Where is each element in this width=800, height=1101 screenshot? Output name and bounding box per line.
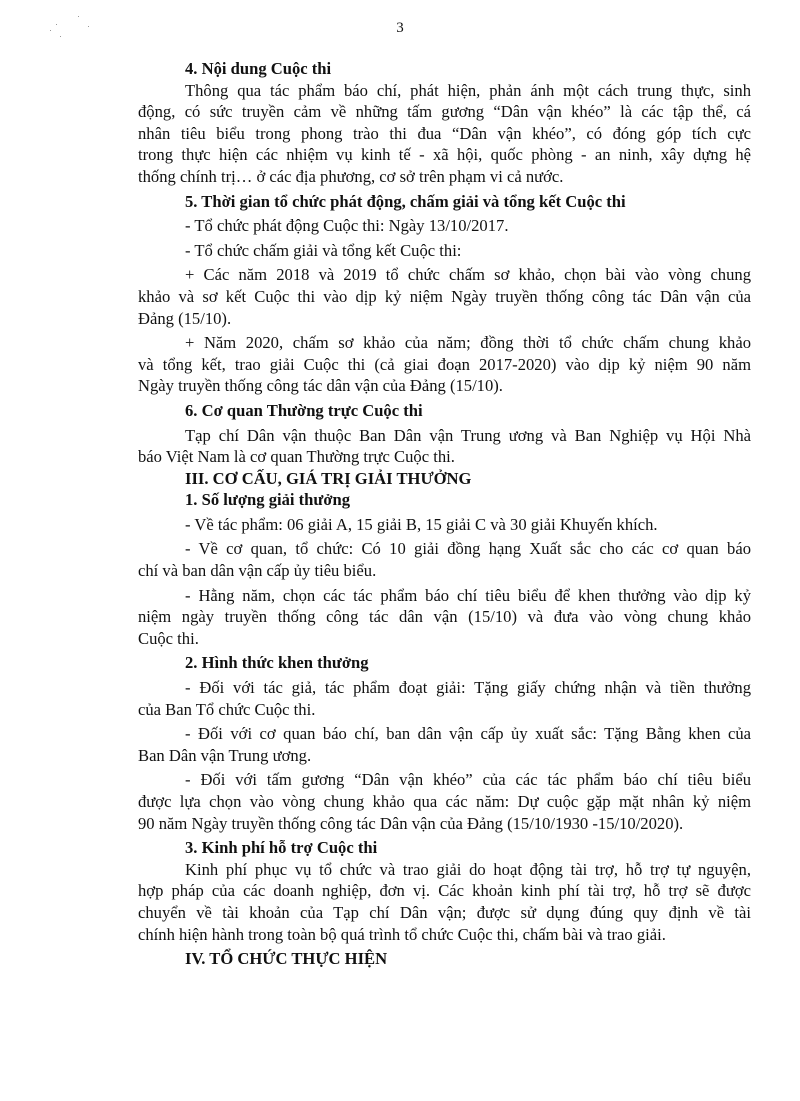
section-heading-thoi-gian: 5. Thời gian tổ chức phát động, chấm giải và tổng kết Cuộc thi: [185, 191, 626, 211]
paragraph-line: hợp pháp của các doanh nghiệp, đơn vị. Các khoản kinh phí tài trợ, hỗ trợ sẽ được: [138, 881, 751, 901]
paragraph-line: Ban Dân vận Trung ương.: [138, 745, 312, 765]
paragraph-line: khảo và sơ kết Cuộc thi vào dịp kỷ niệm Ngày truyền thống công tác Dân vận của: [138, 286, 751, 306]
paragraph-line: chuyển về tài khoản của Tạp chí Dân vận; được sử dụng đúng quy định về tài: [138, 902, 751, 922]
section-heading-noi-dung: 4. Nội dung Cuộc thi: [185, 59, 332, 78]
paragraph-line: - Tổ chức chấm giải và tổng kết Cuộc thi:: [185, 240, 462, 260]
paragraph-line: trong thực hiện các nhiệm vụ kinh tế - xã hội, quốc phòng - an ninh, xây dựng hệ: [138, 145, 751, 165]
paragraph-line: - Về tác phẩm: 06 giải A, 15 giải B, 15 giải C và 30 giải Khuyến khích.: [185, 514, 658, 534]
paragraph-line: - Về cơ quan, tổ chức: Có 10 giải đồng hạng Xuất sắc cho các cơ quan báo: [185, 539, 751, 559]
paragraph-line: chí và ban dân vận cấp ủy tiêu biểu.: [138, 561, 377, 581]
document-body: [138, 58, 751, 970]
paragraph-line: được lựa chọn vào vòng chung khảo qua các năm: Dự cuộc gặp mặt nhân kỷ niệm: [138, 792, 751, 811]
section-heading-kinh-phi: 3. Kinh phí hỗ trợ Cuộc thi: [185, 838, 378, 858]
paragraph-line: Cuộc thi.: [138, 628, 199, 648]
paragraph-line: 90 năm Ngày truyền thống công tác Dân vận của Đảng (15/10/1930 -15/10/2020).: [138, 813, 684, 833]
section-heading-so-luong: 1. Số lượng giải thưởng: [185, 490, 351, 510]
paragraph-line: - Tổ chức phát động Cuộc thi: Ngày 13/10/2017.: [185, 216, 509, 236]
paragraph-line: - Đối với cơ quan báo chí, ban dân vận cấp ủy xuất sắc: Tặng Bằng khen của: [185, 724, 751, 744]
chapter-heading-to-chuc: IV. TỔ CHỨC THỰC HIỆN: [185, 949, 388, 969]
paragraph-line: Ngày truyền thống công tác dân vận của Đảng (15/10).: [138, 376, 503, 396]
paragraph-line: - Đối với tấm gương “Dân vận khéo” của các tác phẩm báo chí tiêu biểu: [185, 770, 751, 790]
section-heading-hinh-thuc: 2. Hình thức khen thưởng: [185, 653, 369, 673]
chapter-heading-co-cau: III. CƠ CẤU, GIÁ TRỊ GIẢI THƯỞNG: [185, 468, 472, 488]
paragraph-line: của Ban Tổ chức Cuộc thi.: [138, 699, 316, 719]
section-heading-co-quan: 6. Cơ quan Thường trực Cuộc thi: [185, 400, 423, 420]
paragraph-line: - Hằng năm, chọn các tác phẩm báo chí tiêu biểu để khen thưởng vào dịp kỷ: [185, 585, 751, 605]
paragraph-line: Tạp chí Dân vận thuộc Ban Dân vận Trung ương và Ban Nghiệp vụ Hội Nhà: [185, 425, 751, 445]
paragraph-line: chính hiện hành trong toàn bộ quá trình tổ chức Cuộc thi, chấm bài và trao giải.: [138, 924, 666, 944]
paragraph-line: + Năm 2020, chấm sơ khảo của năm; đồng thời tổ chức chấm chung khảo: [185, 333, 751, 353]
paragraph-line: động, có sức truyền cảm về những tấm gương “Dân vận khéo” là các tập thể, cá: [138, 102, 751, 122]
paragraph-line: niệm ngày truyền thống công tác dân vận (15/10) và đưa vào vòng chung khảo: [138, 607, 751, 627]
page-number: 3: [396, 20, 404, 36]
paragraph-line: báo Việt Nam là cơ quan Thường trực Cuộc thi.: [138, 447, 455, 467]
paragraph-line: nhân tiêu biểu trong phong trào thi đua “Dân vận khéo”, có đóng góp tích cực: [138, 123, 751, 143]
paragraph-line: Kinh phí phục vụ tổ chức và trao giải do hoạt động tài trợ, hỗ trợ tự nguyện,: [185, 859, 751, 879]
paragraph-line: + Các năm 2018 và 2019 tổ chức chấm sơ khảo, chọn bài vào vòng chung: [185, 265, 751, 285]
paragraph-line: thống chính trị… ở các địa phương, cơ sở trên phạm vi cả nước.: [138, 166, 564, 186]
paragraph-line: Thông qua tác phẩm báo chí, phát hiện, phản ánh một cách trung thực, sinh: [185, 80, 751, 100]
paragraph-line: - Đối với tác giả, tác phẩm đoạt giải: Tặng giấy chứng nhận và tiền thưởng: [185, 678, 751, 698]
paragraph-line: và tổng kết, trao giải Cuộc thi (cả giai đoạn 2017-2020) vào dịp kỷ niệm 90 năm: [138, 354, 751, 374]
paragraph-line: Đảng (15/10).: [138, 308, 232, 328]
